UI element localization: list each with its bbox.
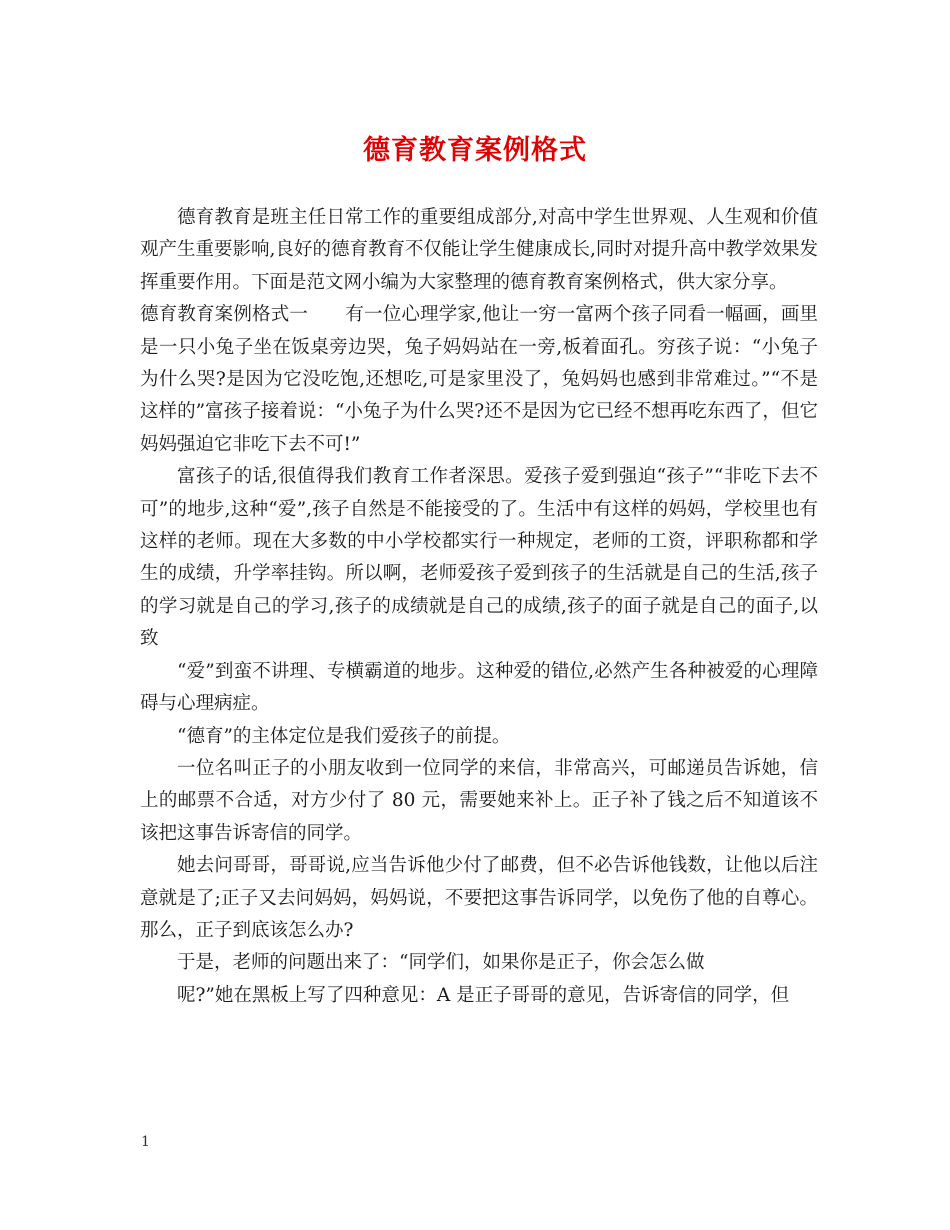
paragraph-case-one: 德育教育案例格式一 有一位心理学家,他让一穷一富两个孩子同看一幅画，画里是一只小兔子坐在饭桌旁边哭，兔子妈妈站在一旁,板着面孔。穷孩子说：“小兔子为什么哭?是因为它没吃饱,还想吃,可是家里没了，兔妈妈也感到非常难过。”“不是这样的”富孩子接着说：“小兔子为什么哭?还不是因为它已经不想再吃东西了，但它妈妈强迫它非吃下去不可!”	[140, 304, 818, 455]
paragraph-moral-premise: “德育”的主体定位是我们爱孩子的前提。	[177, 725, 511, 747]
page-number: 1	[141, 1134, 150, 1150]
document-title: 德育教育案例格式	[363, 135, 587, 166]
document-body	[140, 202, 818, 1012]
paragraph-ask-brother-mother: 她去问哥哥，哥哥说,应当告诉他少付了邮费，但不必告诉他钱数，让他以后注意就是了;正子又去问妈妈，妈妈说，不要把这事告诉同学，以免伤了他的自尊心。那么，正子到底该怎么办?	[140, 855, 818, 941]
paragraph-love-misplaced: “爱”到蛮不讲理、专横霸道的地步。这种爱的错位,必然产生各种被爱的心理障碍与心理病症。	[140, 660, 818, 715]
paragraph-masako-letter: 一位名叫正子的小朋友收到一位同学的来信，非常高兴，可邮递员告诉她，信上的邮票不合适，对方少付了 80 元，需要她来补上。正子补了钱之后不知道该不该把这事告诉寄信的同学。	[140, 757, 818, 844]
paragraph-four-opinions: 呢?”她在黑板上写了四种意见：A 是正子哥哥的意见，告诉寄信的同学，但	[177, 984, 790, 1006]
paragraph-reflection: 富孩子的话,很值得我们教育工作者深思。爱孩子爱到强迫“孩子”“非吃下去不可”的地步,这种“爱”,孩子自然是不能接受的了。生活中有这样的妈妈，学校里也有这样的老师。现在大多数的中小学校都实行一种规定，老师的工资，评职称都和学生的成绩，升学率挂钩。所以啊，老师爱孩子爱到孩子的生活就是自己的生活,孩子的学习就是自己的学习,孩子的成绩就是自己的成绩,孩子的面子就是自己的面子,以致	[140, 466, 818, 650]
paragraph-intro: 德育教育是班主任日常工作的重要组成部分,对高中学生世界观、人生观和价值观产生重要影响,良好的德育教育不仅能让学生健康成长,同时对提升高中教学效果发挥重要作用。下面是范文网小编为大家整理的德育教育案例格式，供大家分享。	[140, 207, 818, 293]
paragraph-teacher-question: 于是，老师的问题出来了：“同学们，如果你是正子，你会怎么做	[177, 952, 705, 974]
